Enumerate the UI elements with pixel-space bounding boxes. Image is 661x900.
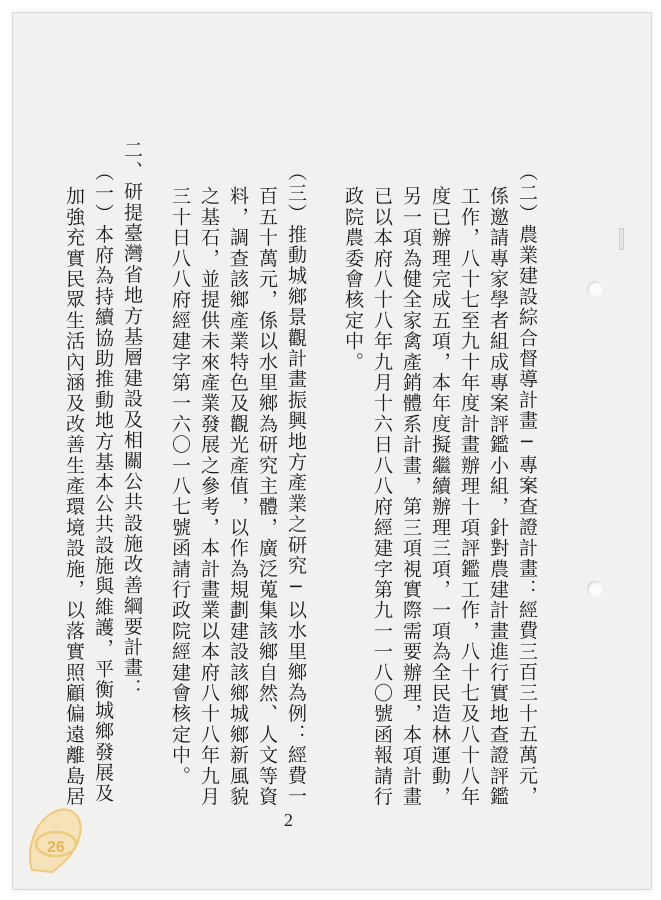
text-column: （三）推動城鄉景觀計畫振興地方產業之研究─以水里鄉為例：經費一 [285, 162, 307, 807]
punch-hole-bottom [587, 581, 603, 597]
punch-hole-top [587, 281, 603, 297]
text-column: 三十日八八府經建字第一六〇一八七號函請行政院經建會核定中。 [169, 186, 191, 787]
svg-text:26: 26 [47, 839, 65, 856]
text-column: 工作，八十七至九十年度計畫辦理十項評鑑工作，八十七及八十八年 [458, 186, 480, 807]
section-heading: 二、研提臺灣省地方基層建設及相關公共設施改善綱要計畫： [121, 140, 143, 699]
binding-mark [619, 228, 624, 250]
text-column: （一）本府為持續協助推動地方基本公共設施與維護，平衡城鄉發展及 [92, 162, 114, 804]
text-column: 之基石，並提供未來產業發展之參考，本計畫業以本府八十八年九月 [198, 186, 220, 807]
page-number: 2 [284, 810, 293, 830]
text-column: 政院農委會核定中。 [342, 186, 364, 373]
text-column: 係邀請專家學者組成專案評鑑小組，針對農建計畫進行實地查證評鑑 [487, 186, 509, 807]
text-column: 度已辦理完成五項，本年度擬繼續辦理三項，一項為全民造林運動， [429, 186, 451, 807]
text-column: 另一項為健全家禽產銷體系計畫，第三項視實際需要辦理，本項計畫 [400, 186, 422, 807]
text-column: 料，調查該鄉產業特色及觀光產值，以作為規劃建設該鄉城鄉新風貌 [227, 186, 249, 807]
text-column: 已以本府八十八年九月十六日八八府經建字第九一一八〇號函報請行 [371, 186, 393, 807]
text-column: 加強充實民眾生活內涵及改善生產環境設施，以落實照顧偏遠離島居 [63, 186, 85, 807]
text-column: 百五十萬元，係以水里鄉為研究主體，廣泛蒐集該鄉自然、人文等資 [256, 186, 278, 807]
seal-logo [22, 800, 92, 880]
text-column: （二）農業建設綜合督導計畫─專案查證計畫：經費三百三十五萬元， [516, 162, 538, 807]
